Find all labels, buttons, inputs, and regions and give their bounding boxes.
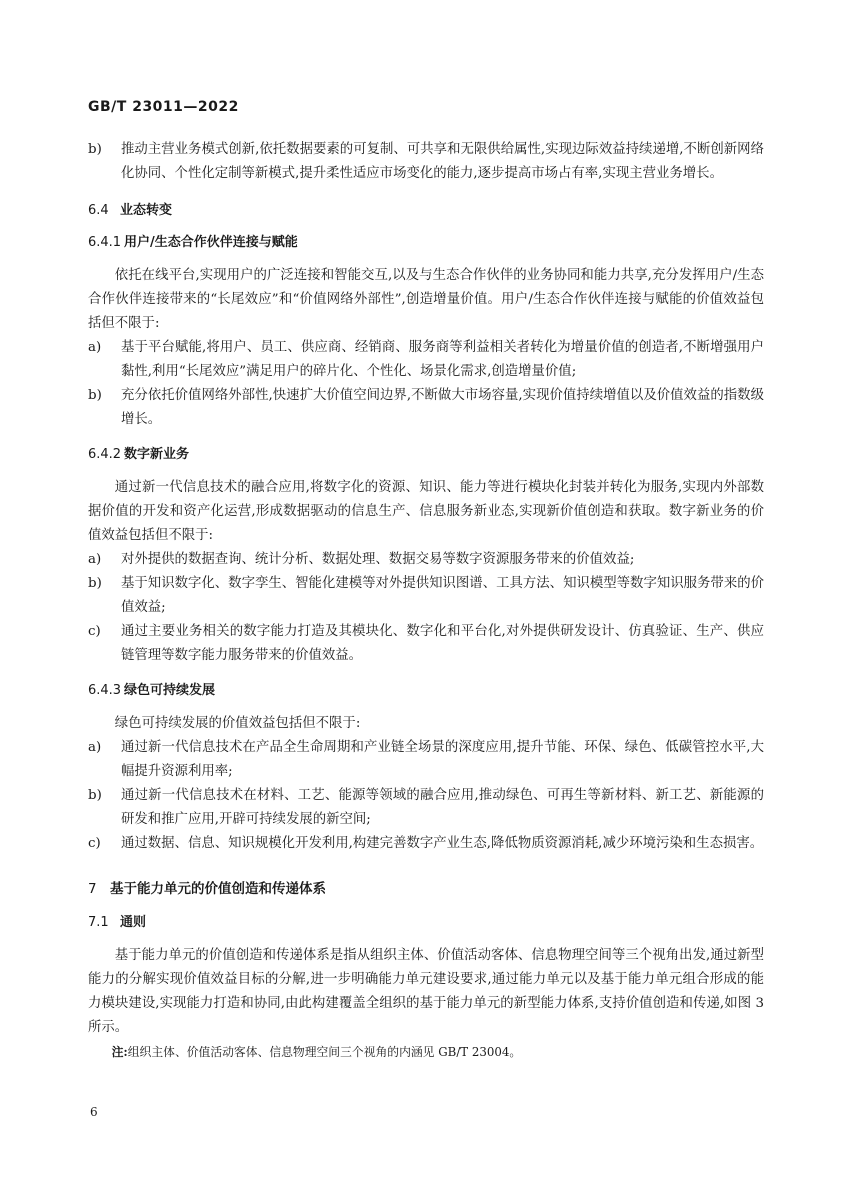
list-item-label: c) xyxy=(88,836,101,851)
note-label: 注: xyxy=(111,1045,128,1059)
section-number: 6.4.1 xyxy=(88,235,122,250)
list-item xyxy=(88,832,764,856)
list-item-text: 推动主营业务模式创新,依托数据要素的可复制、可共享和无限供给属性,实现边际效益持续递增,不断创新网络化协同、个性化定制等新模式,提升柔性适应市场变化的能力,逐步提高市场占有率,实现主营业务增长。 xyxy=(121,142,764,181)
paragraph: 基于能力单元的价值创造和传递体系是指从组织主体、价值活动客体、信息物理空间等三个视角出发,通过新型能力的分解实现价值效益目标的分解,进一步明确能力单元建设要求,通过能力单元以及基于能力单元组合形成的能力模块建设,实现能力打造和协同,由此构建覆盖全组织的基于能力单元的新型能力体系,支持价值创造和传递,如图 3 所示。 xyxy=(88,948,764,1035)
list-item-label: b) xyxy=(88,576,102,591)
standard-code-header: GB/T 23011—2022 xyxy=(88,99,239,115)
list-item-label: c) xyxy=(88,624,101,639)
list-item-text: 通过新一代信息技术在产品全生命周期和产业链全场景的深度应用,提升节能、环保、绿色、低碳管控水平,大幅提升资源利用率; xyxy=(121,740,764,779)
section-title: 绿色可持续发展 xyxy=(124,683,216,698)
section-title: 通则 xyxy=(120,915,147,930)
list-item-label: a) xyxy=(88,552,102,567)
list-item-label: a) xyxy=(88,740,102,755)
section-heading-6-4-1 xyxy=(88,232,764,254)
section-title: 用户/生态合作伙伴连接与赋能 xyxy=(124,235,298,250)
list-item-label: b) xyxy=(88,388,102,403)
note-text: 组织主体、价值活动客体、信息物理空间三个视角的内涵见 GB/T 23004。 xyxy=(127,1045,522,1059)
list-item xyxy=(88,548,764,572)
section-heading-6-4 xyxy=(88,200,764,222)
section-heading-6-4-3 xyxy=(88,680,764,702)
list-item-label: b) xyxy=(88,142,102,157)
section-number: 6.4.3 xyxy=(88,683,122,698)
list-item-label: a) xyxy=(88,340,102,355)
section-title: 数字新业务 xyxy=(124,447,190,462)
list-item xyxy=(88,384,764,432)
section-number: 7 xyxy=(88,881,97,897)
list-item xyxy=(88,572,764,620)
list-item-text: 基于知识数字化、数字孪生、智能化建模等对外提供知识图谱、工具方法、知识模型等数字知识服务带来的价值效益; xyxy=(121,576,764,615)
paragraph: 绿色可持续发展的价值效益包括但不限于: xyxy=(114,716,361,731)
page-content xyxy=(88,138,764,1062)
list-item-text: 对外提供的数据查询、统计分析、数据处理、数据交易等数字资源服务带来的价值效益; xyxy=(121,552,635,567)
list-item xyxy=(88,620,764,668)
list-item-text: 通过数据、信息、知识规模化开发利用,构建完善数字产业生态,降低物质资源消耗,减少环境污染和生态损害。 xyxy=(121,836,764,851)
section-number: 6.4 xyxy=(88,203,109,218)
section-number: 7.1 xyxy=(88,915,109,930)
list-item-text: 充分依托价值网络外部性,快速扩大价值空间边界,不断做大市场容量,实现价值持续增值以及价值效益的指数级增长。 xyxy=(121,388,764,427)
list-item xyxy=(88,736,764,784)
section-number: 6.4.2 xyxy=(88,447,122,462)
section-heading-6-4-2 xyxy=(88,444,764,466)
list-item-label: b) xyxy=(88,788,102,803)
section-title: 基于能力单元的价值创造和传递体系 xyxy=(110,881,326,897)
list-item xyxy=(88,138,764,186)
page-number: 6 xyxy=(90,1105,98,1119)
list-item xyxy=(88,784,764,832)
list-item xyxy=(88,336,764,384)
section-heading-7-1 xyxy=(88,912,764,934)
paragraph: 依托在线平台,实现用户的广泛连接和智能交互,以及与生态合作伙伴的业务协同和能力共享,充分发挥用户/生态合作伙伴连接带来的“长尾效应”和“价值网络外部性”,创造增量价值。用户/生态合作伙伴连接与赋能的价值效益包括但不限于: xyxy=(88,268,764,331)
list-item-text: 通过新一代信息技术在材料、工艺、能源等领域的融合应用,推动绿色、可再生等新材料、新工艺、新能源的研发和推广应用,开辟可持续发展的新空间; xyxy=(121,788,764,827)
section-title: 业态转变 xyxy=(120,203,173,218)
note xyxy=(88,1042,764,1062)
list-item-text: 通过主要业务相关的数字能力打造及其模块化、数字化和平台化,对外提供研发设计、仿真验证、生产、供应链管理等数字能力服务带来的价值效益。 xyxy=(121,624,764,663)
list-item-text: 基于平台赋能,将用户、员工、供应商、经销商、服务商等利益相关者转化为增量价值的创造者,不断增强用户黏性,利用“长尾效应”满足用户的碎片化、个性化、场景化需求,创造增量价值; xyxy=(121,340,764,379)
section-heading-7 xyxy=(88,878,764,900)
paragraph: 通过新一代信息技术的融合应用,将数字化的资源、知识、能力等进行模块化封装并转化为服务,实现内外部数据价值的开发和资产化运营,形成数据驱动的信息生产、信息服务新业态,实现新价值创造和获取。数字新业务的价值效益包括但不限于: xyxy=(88,480,764,543)
